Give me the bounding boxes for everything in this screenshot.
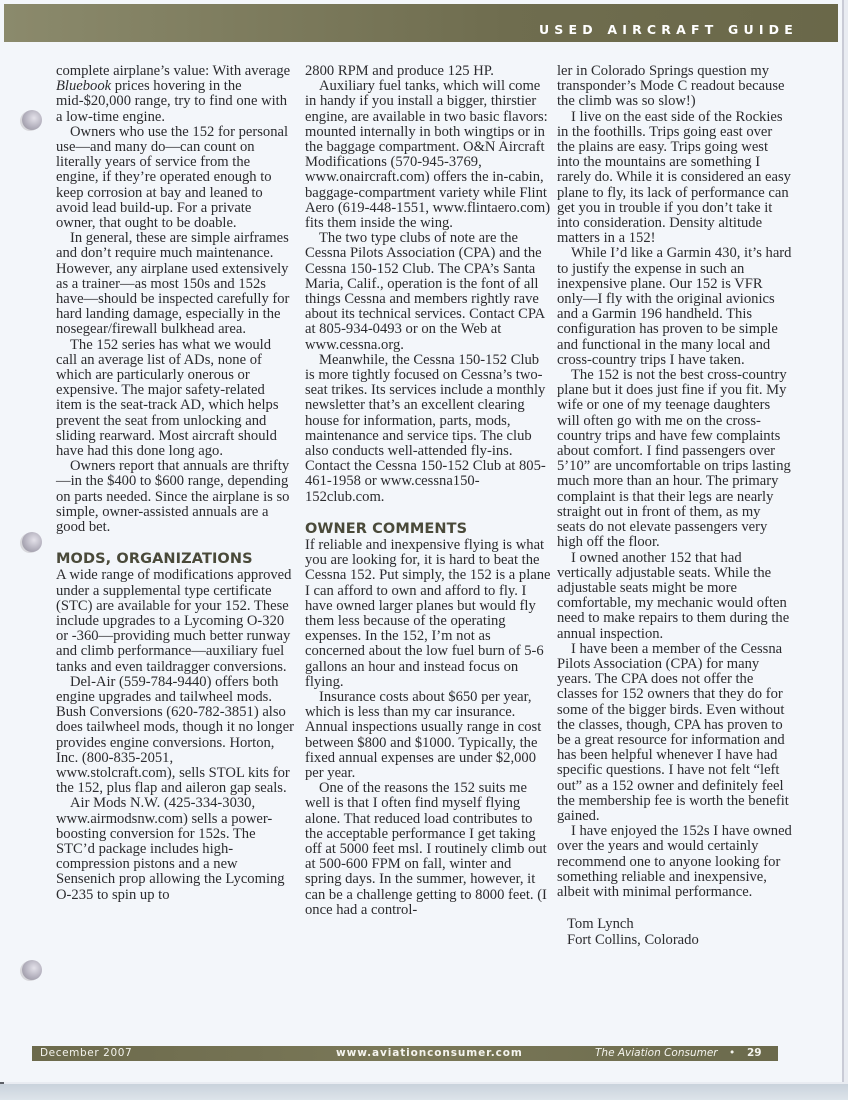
- issue-date: December 2007: [40, 1047, 133, 1059]
- paragraph: If reliable and inexpensive flying is what you are looking for, it is hard to beat the Cessna 152. Put simply, the 152 is a plane I can afford to own and afford to fly. I have owned larger planes but would fly them less because of the operating expenses. In the 152, I’m not as concerned about the low fuel burn of 5-6 gallons an hour and instead focus on flying.: [305, 536, 551, 690]
- paragraph: In general, these are simple airframes and don’t require much maintenance. However, any airplane used extensively as a trainer—as most 150s and 152s have—should be inspected carefully for hard landing damage, especially in the nosegear/firewall bulkhead area.: [56, 230, 290, 338]
- text-run: prices hovering in the mid-$20,000 range, try to find one with a low-time engine.: [56, 78, 288, 125]
- binder-hole-icon: [22, 110, 42, 130]
- paragraph: 2800 RPM and produce 125 HP.: [305, 63, 494, 79]
- paragraph: I have enjoyed the 152s I have owned over the years and would certainly recommend one to anyone looking for something reliable and inexpensive, albeit with minimal performance.: [557, 823, 792, 900]
- paragraph: Owners who use the 152 for personal use—and many do—can count on literally years of service from the engine, if they’re operated enough to keep corrosion at bay and leaned to avoid lead build-up. For a private owner, that ought to be doable.: [56, 123, 289, 232]
- section-title: USED AIRCRAFT GUIDE: [538, 22, 798, 37]
- article-column-3: [557, 64, 792, 948]
- paragraph: The 152 series has what we would call an average list of ADs, none of which are particularly onerous or expensive. The major safety-related item is the seat-track AD, which helps prevent the seat from unlocking and sliding rearward. Most aircraft should have had this done long ago.: [56, 336, 279, 460]
- paragraph: Auxiliary fuel tanks, which will come in handy if you install a bigger, thirstier engine, are available in two basic flavors: mounted internally in both wingtips or in the baggage compartment. O&N Aircraft Modifications (570-945-3769, www.onaircraft.com) offers the in-cabin, baggage-compartment variety while Flint Aero (619-448-1551, www.flintaero.com) fits them inside the wing.: [305, 78, 551, 232]
- paragraph: Insurance costs about $650 per year, which is less than my car insurance. Annual inspections usually range in cost between $800 and $1000. Typically, the fixed annual expenses are under $2,000 per year.: [305, 688, 542, 781]
- paragraph: The 152 is not the best cross-country plane but it does just fine if you fit. My wife or one of my teenage daughters will often go with me on the cross-country trips and have few complaints about comfort. I find passengers over 5’10” are uncomfortable on trips lasting much more than an hour. The primary complaint is that their legs are nearly straight out in front of them, as my seats do not elevate passengers very high off the floor.: [557, 367, 791, 551]
- header-band: [4, 4, 838, 42]
- paragraph: I have been a member of the Cessna Pilots Association (CPA) for many years. The CPA does not offer the classes for 152 owners that they do for some of the bigger birds. Even without the classes, though, CPA has proven to be a great resource for information and has been helpful whenever I have had specific questions. I have not felt “left out” as a 152 owner and definitely feel the membership fee is worth the benefit gained.: [557, 640, 789, 824]
- paragraph: One of the reasons the 152 suits me well is that I often find myself flying alone. That reduced load contributes to the acceptable performance I get taking off at 5000 feet msl. I routinely climb out at 500-600 FPM on fall, winter and spring days. In the summer, however, it can be a challenge getting to 8000 feet. (I once had a control-: [305, 780, 547, 918]
- author-name: Tom Lynch: [567, 916, 634, 933]
- text-run: complete airplane’s value: With average: [56, 63, 291, 79]
- scan-bottom-edge: [0, 1084, 848, 1100]
- magazine-name: The Aviation Consumer: [595, 1047, 718, 1059]
- paragraph: I owned another 152 that had vertically adjustable seats. While the adjustable seats might be more comfortable, my mechanic would often need to make repairs to them during the annual inspection.: [557, 549, 790, 642]
- page-number: 29: [747, 1047, 762, 1059]
- paragraph: I live on the east side of the Rockies in the foothills. Trips going east over the plains are easy. Trips going west into the mountains are something I rarely do. While it is considered an easy plane to fly, its lack of performance can get you in trouble if you don’t take it into consideration. Density altitude matters in a 152!: [557, 108, 791, 247]
- paragraph: The two type clubs of note are the Cessna Pilots Association (CPA) and the Cessna 150-152 Club. The CPA’s Santa Maria, Calif., operation is the font of all things Cessna and members rightly rave about its technical services. Contact CPA at 805-934-0493 or on the Web at www.cessna.org.: [305, 230, 545, 353]
- signature: [557, 916, 792, 948]
- section-heading-owner-comments: OWNER COMMENTS: [305, 520, 468, 537]
- paragraph: [56, 64, 294, 125]
- section-heading-mods: MODS, ORGANIZATIONS: [56, 551, 253, 568]
- article-column-2: [305, 64, 551, 918]
- footer-band: [32, 1046, 778, 1061]
- paragraph: Meanwhile, the Cessna 150-152 Club is more tightly focused on Cessna’s two-seat trikes. Its services include a monthly newsletter that’s an excellent clearing house for information, parts, mods, maintenance and service tips. The club also conducts well-attended fly-ins. Contact the Cessna 150-152 Club at 805-461-1958 or www.cessna150-152club.com.: [305, 351, 546, 505]
- website-url: www.aviationconsumer.com: [336, 1047, 523, 1059]
- paragraph: A wide range of modifications approved under a supplemental type certificate (STC) are available for your 152. These include upgrades to a Lycoming O-320 or -360—providing much better runway and climb performance—auxiliary fuel tanks and even taildragger conversions.: [56, 567, 292, 675]
- paragraph: Del-Air (559-784-9440) offers both engine upgrades and tailwheel mods. Bush Conversions (620-782-3851) also does tailwheel mods, though it no longer provides engine conversions. Horton, Inc. (800-835-2051, www.stolcraft.com), sells STOL kits for the 152, plus flap and aileron gap seals.: [56, 673, 294, 797]
- bluebook-title: Bluebook: [56, 78, 112, 95]
- bullet-separator: •: [729, 1047, 736, 1059]
- paragraph: Air Mods N.W. (425-334-3030, www.airmodsnw.com) sells a power-boosting conversion for 152s. The STC’d package includes high-compression pistons and a new Sensenich prop allowing the Lycoming O-235 to spin up to: [56, 795, 285, 903]
- paragraph: ler in Colorado Springs question my transponder’s Mode C readout because the climb was so slow!): [557, 63, 785, 110]
- binder-hole-icon: [22, 960, 42, 980]
- article-column-1: [56, 64, 294, 903]
- author-location: Fort Collins, Colorado: [567, 932, 699, 949]
- binder-hole-icon: [22, 532, 42, 552]
- paragraph: While I’d like a Garmin 430, it’s hard to justify the expense in such an inexpensive plane. Our 152 is VFR only—I fly with the original avionics and a Garmin 196 handheld. This configuration has proven to be simple and functional in the many local and cross-country trips I have taken.: [557, 245, 792, 368]
- paragraph: Owners report that annuals are thrifty—in the $400 to $600 range, depending on parts needed. Since the airplane is so simple, owner-assisted annuals are a good bet.: [56, 458, 290, 536]
